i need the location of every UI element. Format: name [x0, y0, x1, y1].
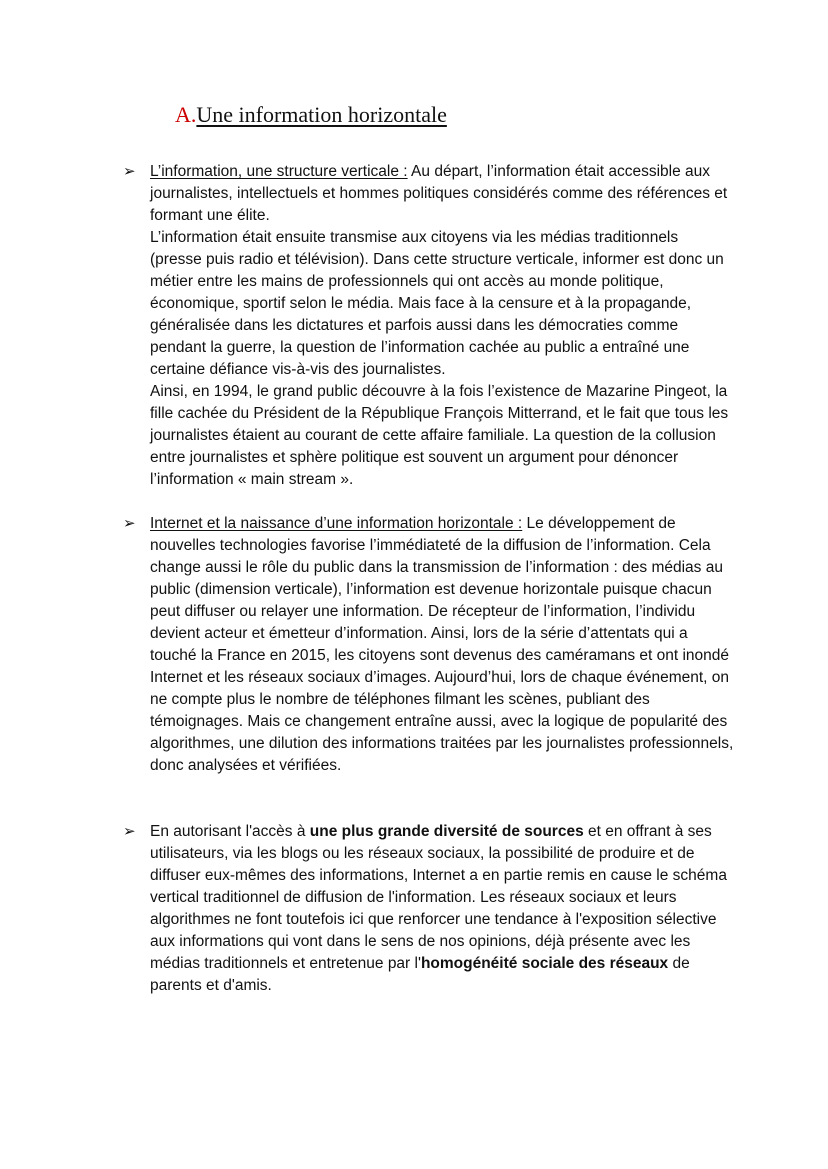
arrow-bullet-icon: ➢ [123, 163, 136, 180]
section-letter: A. [175, 102, 197, 127]
paragraph: L’information était ensuite transmise aux citoyens via les médias traditionnels (presse puis radio et télévision). Dans cette structure verticale, informer est donc un métier entre les mains de professionnels qui ont accès au monde politique, économique, sportif selon le média. Mais face à la censure et à la propagande, généralisée dans les dictatures et parfois aussi dans les démocraties comme pendant la guerre, la question de l’information cachée au public a entraîné une certaine défiance vis-à-vis des journalistes. [150, 229, 724, 378]
bullet-text: Au départ, l’information était accessible aux journalistes, intellectuels et hommes politiques considérés comme des références et formant une élite. [150, 163, 728, 224]
bullet-horizontal-information [123, 513, 734, 777]
bullet-text: Le développement de nouvelles technologies favorise l’immédiateté de la diffusion de l’information. Cela change aussi le rôle du public dans la transmission de l’information : des médias au public (dimension verticale), l’information est devenue horizontale puisque chacun peut diffuser ou relayer une information. De récepteur de l’information, l’individu devient acteur et émetteur d’information. Ainsi, lors de la série d’attentats qui a touché la France en 2015, les citoyens sont devenus des caméramans et ont inondé Internet et les réseaux sociaux d’images. Aujourd’hui, lors de chaque événement, on ne compte plus le nombre de téléphones filmant les scènes, publiant des témoignages. Mais ce changement entraîne aussi, avec la logique de popularité des algorithmes, une dilution des informations traitées par les journalistes professionnels, donc analysées et vérifiées. [150, 515, 734, 774]
arrow-bullet-icon: ➢ [123, 823, 136, 840]
bullet-lead: L’information, une structure verticale : [150, 163, 408, 180]
section-heading [175, 101, 447, 129]
bullet-text: En autorisant l'accès à [150, 823, 310, 840]
bullet-lead: Internet et la naissance d’une information horizontale : [150, 515, 523, 532]
bold-phrase: une plus grande diversité de sources [309, 823, 584, 840]
paragraph [150, 821, 734, 997]
section-title: Une information horizontale [196, 102, 447, 127]
arrow-bullet-icon: ➢ [123, 515, 136, 532]
bold-phrase: homogénéité sociale des réseaux [420, 955, 669, 972]
paragraph: Ainsi, en 1994, le grand public découvre à la fois l’existence de Mazarine Pingeot, la fille cachée du Président de la République François Mitterrand, et le fait que tous les journalistes étaient au courant de cette affaire familiale. La question de la collusion entre journalistes et sphère politique est souvent un argument pour dénoncer l’information « main stream ». [150, 383, 729, 488]
bullet-vertical-structure [123, 161, 734, 491]
paragraph [150, 513, 734, 777]
bullet-diversity-sources [123, 821, 734, 997]
bullet-text: et en offrant à ses utilisateurs, via les blogs ou les réseaux sociaux, la possibilité de produire et de diffuser eux-mêmes des informations, Internet a en partie remis en cause le schéma vertical traditionnel de diffusion de l'information. Les réseaux sociaux et leurs algorithmes ne font toutefois ici que renforcer une tendance à l'exposition sélective aux informations qui vont dans le sens de nos opinions, déjà présente avec les médias traditionnels et entretenue par l' [150, 823, 727, 972]
paragraph [150, 161, 734, 227]
bullet-text: de parents et d'amis. [150, 955, 690, 994]
